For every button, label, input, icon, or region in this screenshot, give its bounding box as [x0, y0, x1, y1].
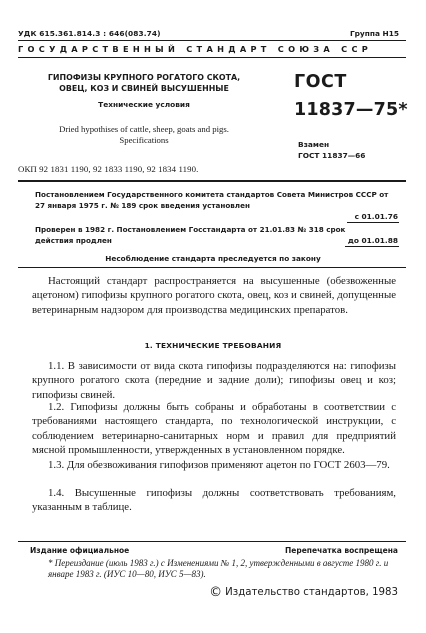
check-date-underline: [345, 246, 399, 247]
copyright-line: [209, 585, 398, 600]
clause-1-1: 1.1. В зависимости от вида скота гипофизы подразделяются на: гипофизы крупного рогатого скота (передние и задние доли); гипофизы овец и коз; гипофизы свиней.: [32, 360, 396, 401]
official-edition-label: Издание официальное: [30, 546, 130, 555]
penalty-notice: Несоблюдение стандарта преследуется по закону: [105, 254, 321, 263]
decree-text: Постановлением Государственного комитета стандартов Совета Министров СССР от 27 января 1975 г. № 189 срок введения установлен: [35, 190, 389, 211]
decree-date: с 01.01.76: [354, 212, 398, 221]
banner-rule: [18, 57, 406, 58]
top-rule: [18, 40, 406, 41]
replaces-label: Взамен: [298, 140, 330, 149]
copyright-text: Издательство стандартов, 1983: [225, 587, 398, 598]
reprint-prohibited-label: Перепечатка воспрещена: [284, 546, 398, 555]
document-subtitle: Технические условия: [98, 100, 190, 109]
section-1-heading: 1. ТЕХНИЧЕСКИЕ ТРЕБОВАНИЯ: [144, 341, 282, 350]
clause-1-3: 1.3. Для обезвоживания гипофизов применяют ацетон по ГОСТ 2603—79.: [48, 459, 390, 471]
group-code: Группа Н15: [349, 29, 399, 38]
gost-number: 11837—75*: [294, 100, 408, 120]
decree-date-underline: [347, 222, 399, 223]
footer-rule: [18, 541, 406, 542]
gost-label: ГОСТ: [294, 72, 347, 92]
check-date: до 01.01.88: [347, 236, 398, 245]
udk-code: УДК 615.361.814.3 : 646(083.74): [18, 29, 161, 38]
clause-1-4: 1.4. Высушенные гипофизы должны соответствовать требованиям, указанным в таблице.: [32, 487, 396, 514]
penalty-rule: [18, 267, 406, 268]
okp-codes: ОКП 92 1831 1190, 92 1833 1190, 92 1834 1190.: [18, 164, 199, 174]
state-standard-banner: ГОСУДАРСТВЕННЫЙ СТАНДАРТ СОЮЗА ССР: [18, 44, 373, 54]
reissue-footnote: * Переиздание (июль 1983 г.) с Изменениями № 1, 2, утвержденными в августе 1980 г. и январе 1983 г. (ИУС 10—80, ИУС 5—83).: [48, 558, 389, 579]
header-bottom-rule: [18, 180, 406, 182]
intro-paragraph: Настоящий стандарт распространяется на высушенные (обезвоженные ацетоном) гипофизы крупного рогатого скота, овец, коз и свиней, допущенные ветеринарным надзором для производства медицинских препаратов.: [32, 275, 396, 316]
clause-1-2: 1.2. Гипофизы должны быть собраны и обработаны в соответствии с требованиями настоящего стандарта, по технологической инструкции, с соблюдением ветеринарно-санитарных норм и правил для предприятий мясной промышленности, утвержденных в установленном порядке.: [32, 401, 396, 456]
check-text: Проверен в 1982 г. Постановлением Госстандарта от 21.01.83 № 318 срок действия продлен: [35, 225, 346, 246]
document-title: ГИПОФИЗЫ КРУПНОГО РОГАТОГО СКОТА, ОВЕЦ, КОЗ И СВИНЕЙ ВЫСУШЕННЫЕ: [47, 73, 241, 94]
english-title: Dried hypothises of cattle, sheep, goats and pigs. Specifications: [59, 124, 229, 145]
replaces-value: ГОСТ 11837—66: [298, 151, 366, 160]
copyright-symbol: ©: [209, 585, 223, 600]
